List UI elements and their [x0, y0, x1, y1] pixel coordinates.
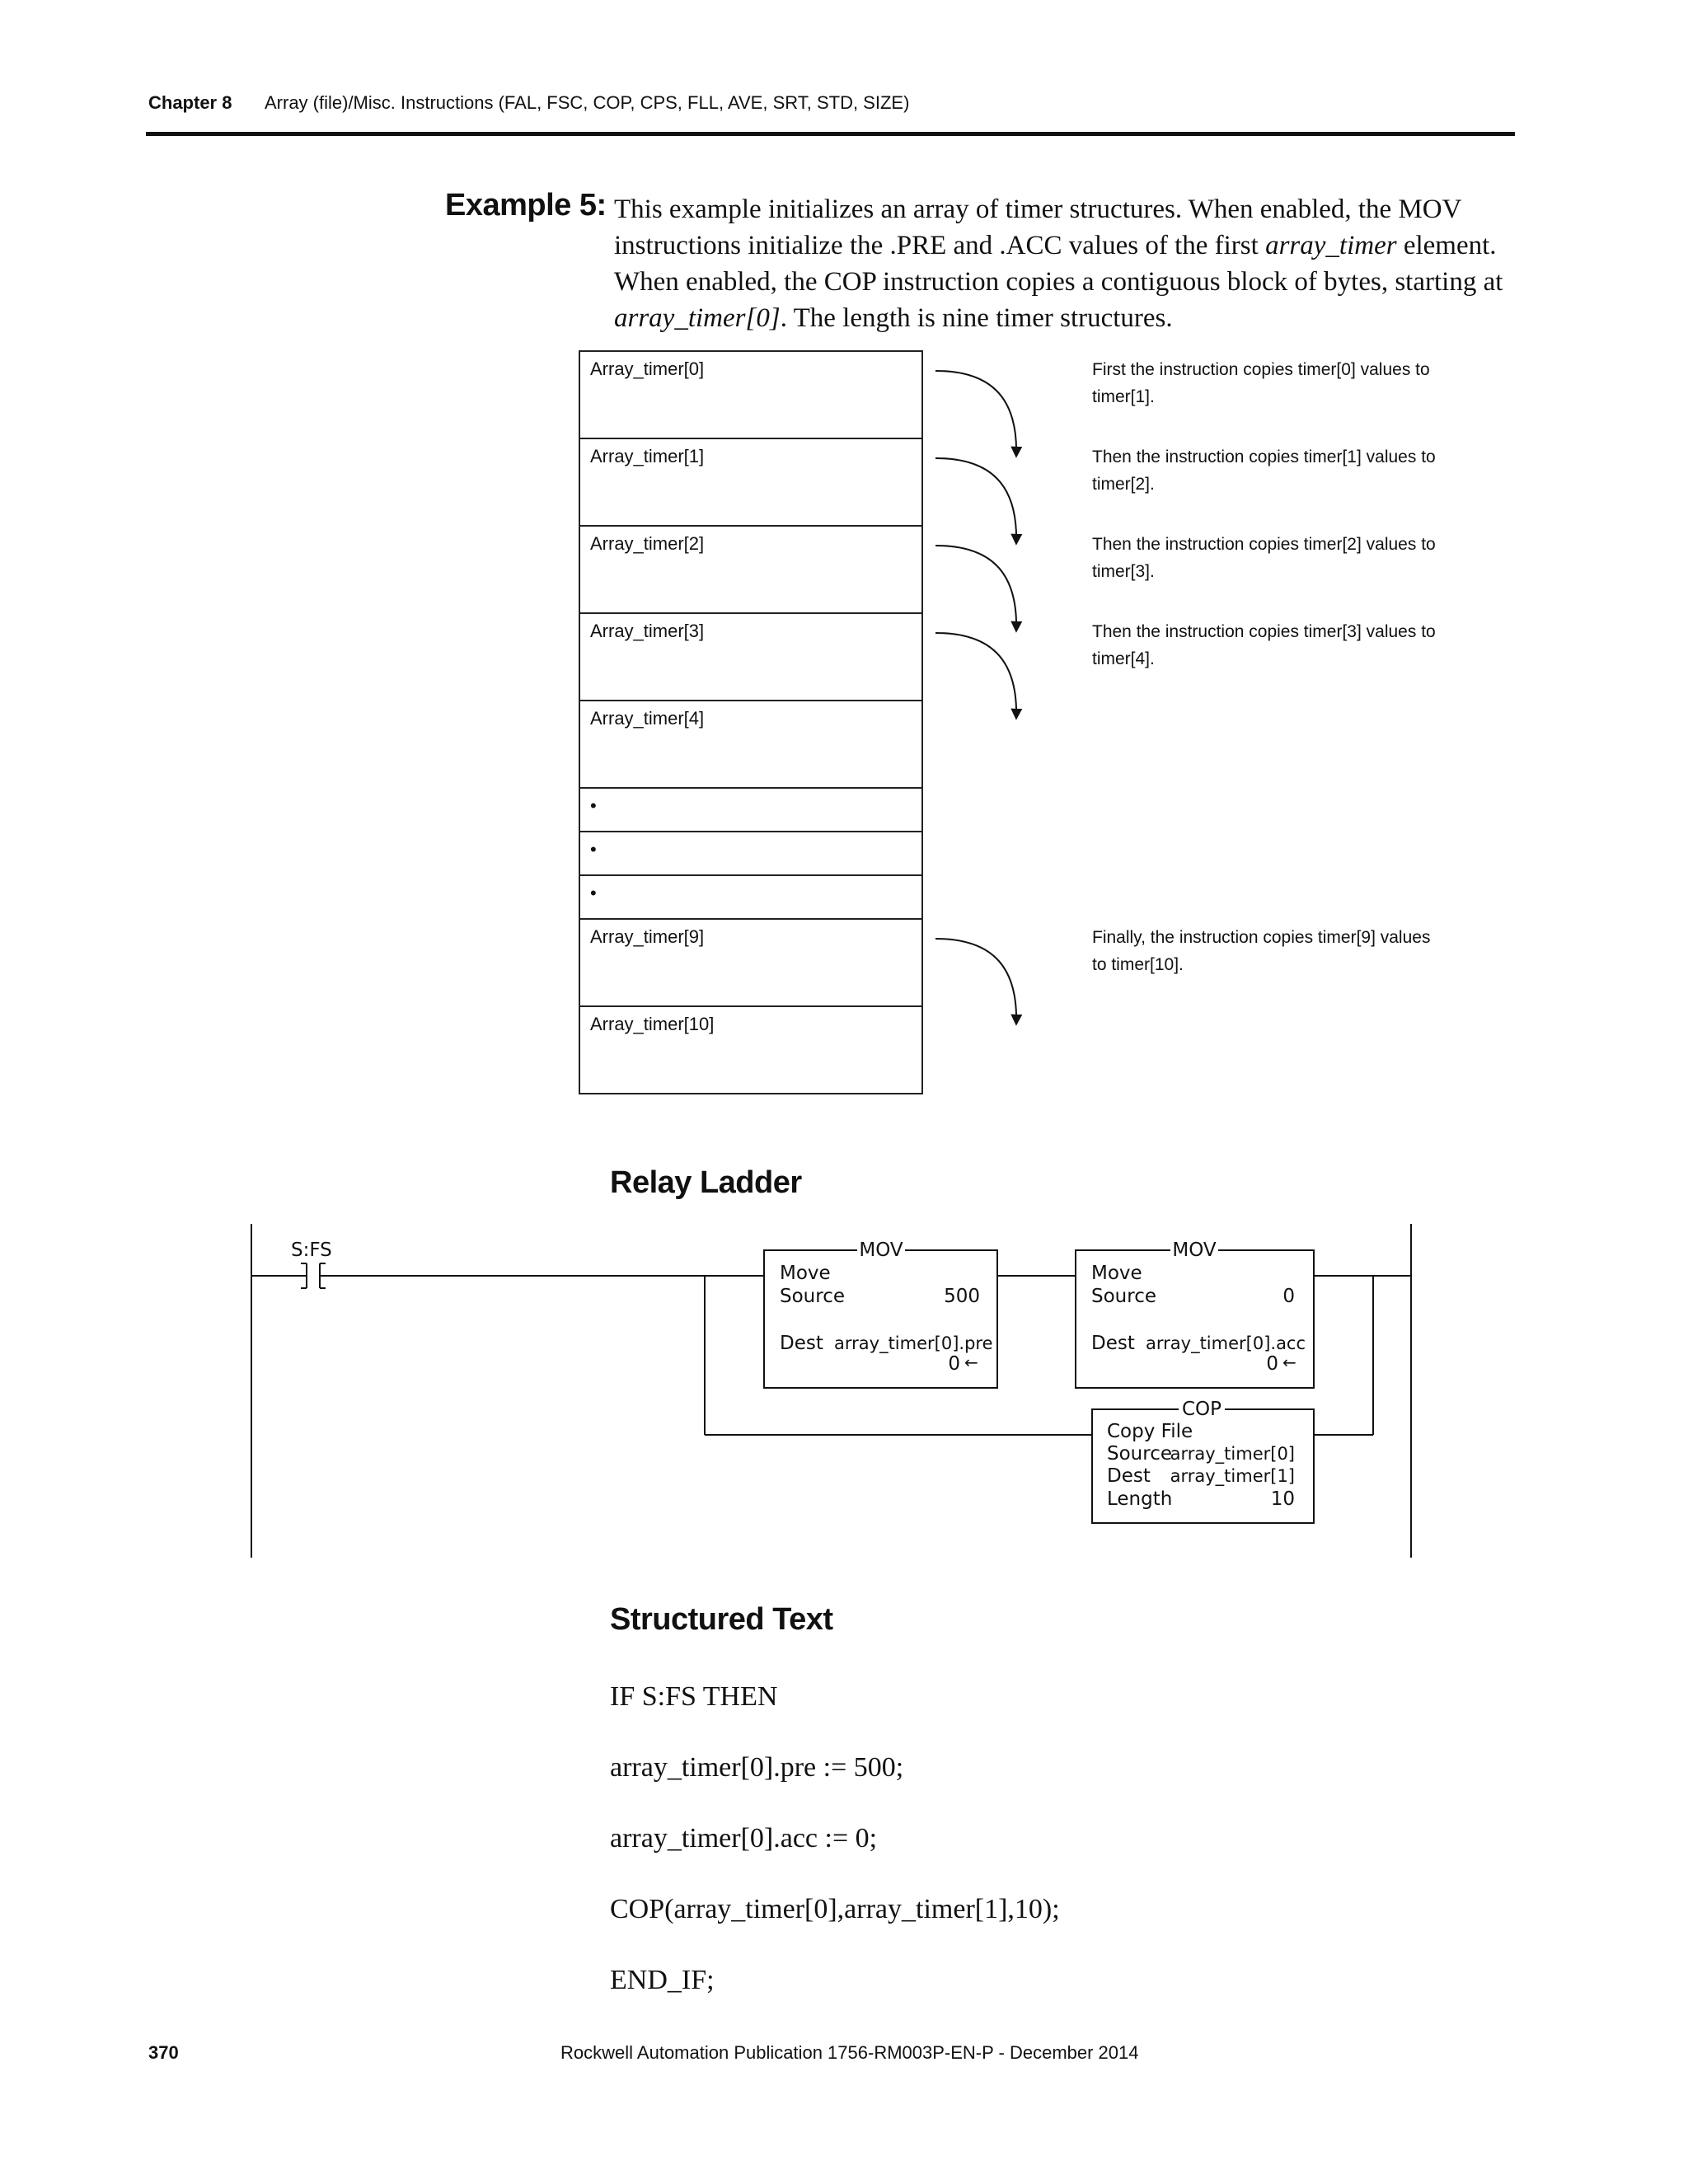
contact-tag: S:FS [291, 1240, 332, 1261]
copy-note: Then the instruction copies timer[3] values to timer[4]. [1092, 622, 1436, 668]
example-label: Example 5: [445, 188, 607, 223]
chapter-label: Chapter 8 [148, 92, 232, 113]
array-cell: Array_timer[2] [579, 525, 923, 614]
array-cell: Array_timer[0] [579, 350, 923, 439]
mov1-source-label: Source [780, 1286, 845, 1307]
mov1-dest-value: array_timer[0].pre [834, 1333, 993, 1353]
xic-contact [295, 1263, 331, 1288]
mov1-title: MOV [859, 1240, 903, 1261]
mov2-title: MOV [1172, 1240, 1217, 1261]
return-arrow-icon: ← [964, 1352, 978, 1372]
array-cell: Array_timer[10] [579, 1005, 923, 1094]
structured-text-heading: Structured Text [610, 1602, 833, 1637]
return-arrow-icon: ← [1282, 1352, 1296, 1372]
cop-source-label: Source [1107, 1443, 1172, 1465]
cop-source-value: array_timer[0] [1170, 1444, 1295, 1464]
mov1-name: Move [780, 1263, 831, 1284]
publication-info: Rockwell Automation Publication 1756-RM003P-EN-P - December 2014 [560, 2042, 1139, 2063]
copy-note: Finally, the instruction copies timer[9] values to timer[10]. [1092, 928, 1431, 974]
code-line: IF S:FS THEN [610, 1681, 778, 1712]
array-cell: Array_timer[3] [579, 612, 923, 701]
mov2-dest-current: 0 [1266, 1353, 1278, 1375]
chapter-title: Array (file)/Misc. Instructions (FAL, FSC, COP, CPS, FLL, AVE, SRT, STD, SIZE) [265, 92, 910, 113]
mov2-dest-label: Dest [1091, 1333, 1135, 1354]
mov1-dest-label: Dest [780, 1333, 823, 1354]
code-line: COP(array_timer[0],array_timer[1],10); [610, 1894, 1060, 1924]
ellipsis-cell: • [579, 874, 923, 920]
mov1-dest-current: 0 [948, 1353, 960, 1375]
mov2-name: Move [1091, 1263, 1142, 1284]
intro-text-1: This example initializes an array of timer structures. When enabled, the MOV instructions initialize the .PRE and .ACC values of the first [614, 194, 1461, 260]
copy-note: First the instruction copies timer[0] values to timer[1]. [1092, 360, 1430, 406]
code-line: END_IF; [610, 1965, 715, 1995]
intro-emphasis-1: array_timer [1265, 231, 1397, 260]
mov2-source-value: 0 [1282, 1286, 1295, 1307]
mov2-dest-value: array_timer[0].acc [1146, 1333, 1306, 1353]
array-cell: Array_timer[4] [579, 700, 923, 789]
cop-dest-label: Dest [1107, 1465, 1151, 1487]
code-line: array_timer[0].acc := 0; [610, 1823, 878, 1854]
mov1-source-value: 500 [944, 1286, 980, 1307]
intro-emphasis-2: array_timer[0] [614, 303, 781, 333]
cop-length-value: 10 [1270, 1488, 1295, 1510]
relay-ladder-heading: Relay Ladder [610, 1165, 802, 1200]
page-number: 370 [148, 2042, 179, 2063]
intro-text-3: . The length is nine timer structures. [780, 303, 1173, 333]
cop-length-label: Length [1107, 1488, 1173, 1510]
code-line: array_timer[0].pre := 500; [610, 1752, 904, 1783]
array-cell: Array_timer[9] [579, 918, 923, 1007]
cop-name: Copy File [1107, 1421, 1193, 1442]
mov2-source-label: Source [1091, 1286, 1156, 1307]
ellipsis-cell: • [579, 787, 923, 832]
ellipsis-cell: • [579, 831, 923, 876]
cop-title: COP [1181, 1399, 1222, 1420]
intro-text-2: element. When enabled, the COP instruction copies a contiguous block of bytes, starting at [614, 231, 1503, 297]
copy-note: Then the instruction copies timer[2] values to timer[3]. [1092, 535, 1436, 581]
cop-dest-value: array_timer[1] [1170, 1466, 1295, 1486]
copy-note: Then the instruction copies timer[1] values to timer[2]. [1092, 448, 1436, 494]
array-cell: Array_timer[1] [579, 438, 923, 527]
